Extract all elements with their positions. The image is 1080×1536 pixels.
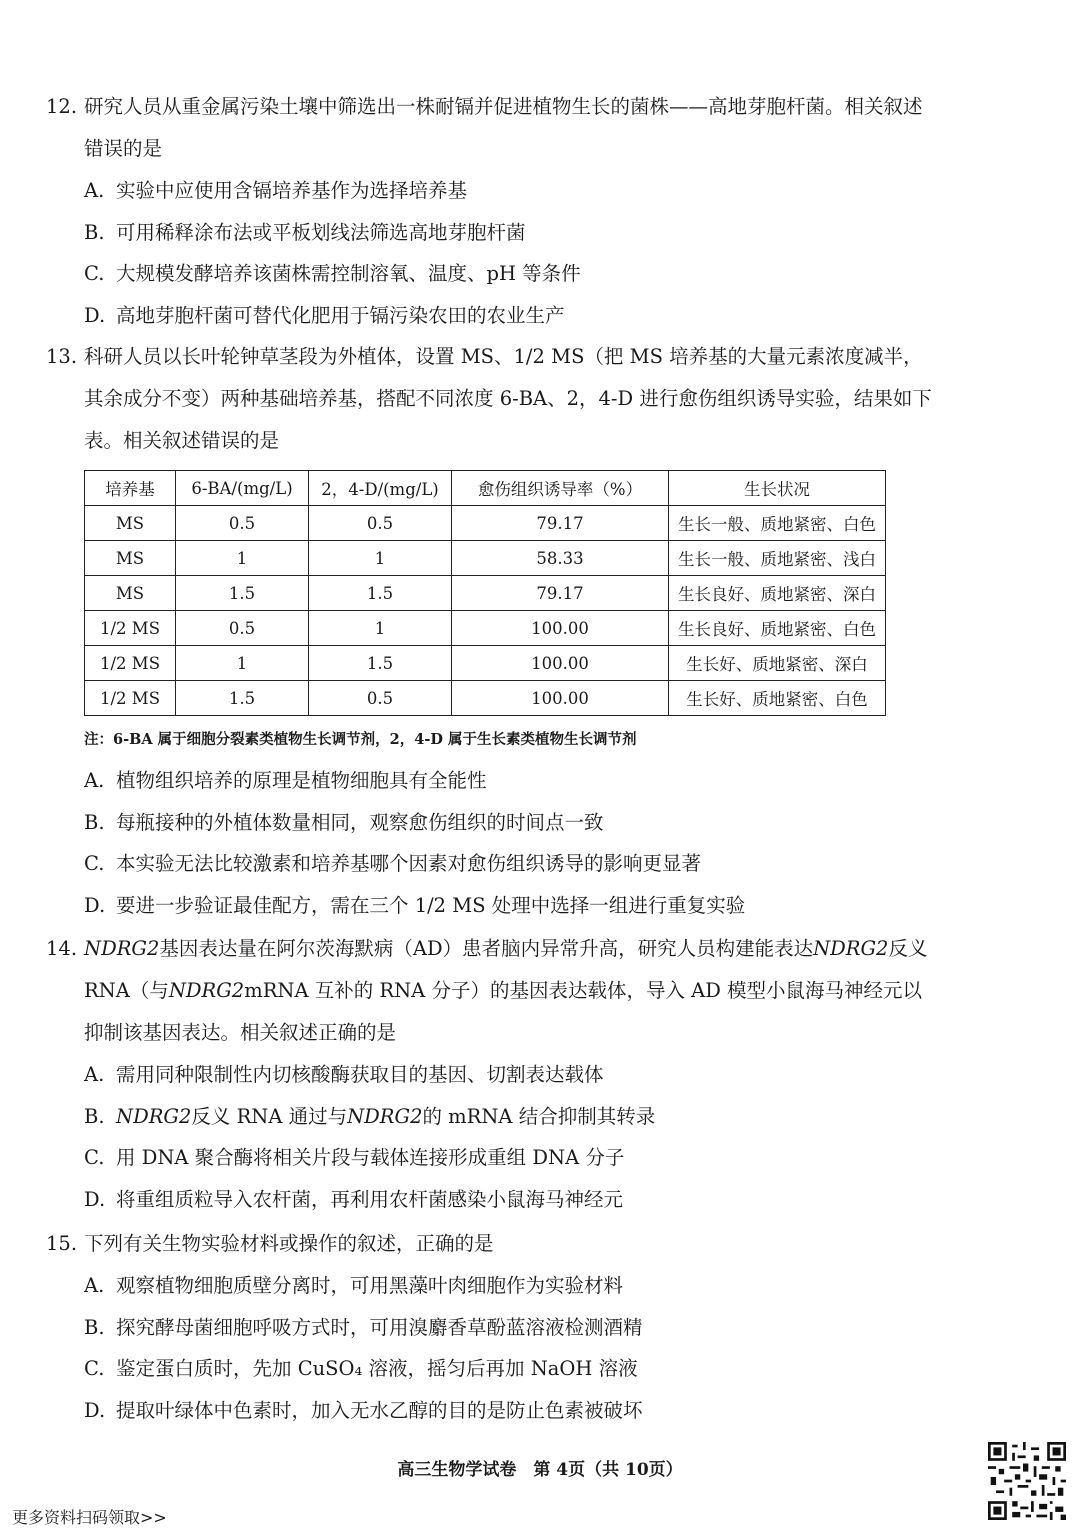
table-row: MS 0.5 0.5 79.17 生长一般、质地紧密、白色 (85, 506, 886, 541)
table-row: 1/2 MS 1.5 0.5 100.00 生长好、质地紧密、白色 (85, 681, 886, 716)
option-c: C. 大规模发酵培养该菌株需控制溶氧、温度、pH 等条件 (84, 262, 581, 285)
table-row: MS 1.5 1.5 79.17 生长良好、质地紧密、深白 (85, 576, 886, 611)
question-13-stem (46, 336, 936, 462)
table-row: 1/2 MS 1 1.5 100.00 生长好、质地紧密、深白 (85, 646, 886, 681)
option-b: B. 每瓶接种的外植体数量相同，观察愈伤组织的时间点一致 (84, 810, 604, 834)
option-d: D. 要进一步验证最佳配方，需在三个 1/2 MS 处理中选择一组进行重复实验 (84, 893, 746, 917)
option-b: B. 探究酵母菌细胞呼吸方式时，可用溴麝香草酚蓝溶液检测酒精 (84, 1315, 643, 1339)
table-row: MS 1 1 58.33 生长一般、质地紧密、浅白 (85, 541, 886, 576)
option-a: A. 需用同种限制性内切核酸酶获取目的基因、切割表达载体 (84, 1063, 604, 1086)
table-note: 注：6-BA 属于细胞分裂素类植物生长调节剂，2，4-D 属于生长素类植物生长调节剂 (84, 731, 637, 748)
option-d: D. 高地芽胞杆菌可替代化肥用于镉污染农田的农业生产 (84, 303, 565, 327)
question-13 (46, 336, 936, 462)
option-b: B. NDRG2反义 RNA 通过与NDRG2的 mRNA 结合抑制其转录 (84, 1104, 656, 1128)
gene-name: NDRG2 (84, 937, 160, 960)
question-number: 14. (46, 937, 78, 960)
option-a: A. 植物组织培养的原理是植物细胞具有全能性 (84, 769, 487, 792)
question-number: 12. (46, 95, 78, 118)
question-12 (46, 86, 936, 336)
question-15 (46, 1223, 936, 1431)
qr-code-icon[interactable] (988, 1442, 1066, 1520)
more-resources-link[interactable]: 更多资料扫码领取>> (12, 1508, 167, 1527)
question-text: 下列有关生物实验材料或操作的叙述，正确的是 (84, 1232, 494, 1255)
option-a: A. 观察植物细胞质壁分离时，可用黑藻叶肉细胞作为实验材料 (84, 1274, 624, 1297)
table-header: 培养基 (85, 471, 176, 506)
question-13-options (46, 760, 936, 926)
option-b: B. 可用稀释涂布法或平板划线法筛选高地芽胞杆菌 (84, 220, 526, 244)
table-header: 6-BA/(mg/L) (176, 471, 309, 506)
question-number: 15. (46, 1232, 78, 1255)
table-header-row (85, 471, 886, 506)
table-header: 愈伤组织诱导率（%） (452, 471, 669, 506)
option-c: C. 本实验无法比较激素和培养基哪个因素对愈伤组织诱导的影响更显著 (84, 852, 702, 875)
option-c: C. 用 DNA 聚合酶将相关片段与载体连接形成重组 DNA 分子 (84, 1146, 625, 1169)
question-12-stem (46, 86, 936, 170)
page-footer: 高三生物学试卷 第 4页（共 10页） (397, 1460, 683, 1480)
question-15-stem (46, 1223, 936, 1265)
question-14-stem: 14. NDRG2基因表达量在阿尔茨海默病（AD）患者脑内异常升高，研究人员构建能表达NDRG2反义 RNA（与NDRG2mRNA 互补的 RNA 分子）的基因表达载体，导入 AD 模型小鼠海马神经元以抑制该基因表达。相关叙述正确的是 (46, 928, 936, 1054)
results-table (84, 470, 886, 716)
option-c: C. 鉴定蛋白质时，先加 CuSO₄ 溶液，摇匀后再加 NaOH 溶液 (84, 1357, 638, 1380)
question-number: 13. (46, 345, 78, 368)
table-header: 生长状况 (669, 471, 886, 506)
option-d: D. 将重组质粒导入农杆菌，再利用农杆菌感染小鼠海马神经元 (84, 1187, 624, 1211)
table-header: 2，4-D/(mg/L) (309, 471, 452, 506)
option-d: D. 提取叶绿体中色素时，加入无水乙醇的目的是防止色素被破坏 (84, 1398, 643, 1422)
question-text: 科研人员以长叶轮钟草茎段为外植体，设置 MS、1/2 MS（把 MS 培养基的大量元素浓度减半，其余成分不变）两种基础培养基，搭配不同浓度 6-BA、2，4-D 进行愈伤组织诱导实验，结果如下表。相关叙述错误的是 (84, 345, 932, 452)
question-text: 研究人员从重金属污染土壤中筛选出一株耐镉并促进植物生长的菌株——高地芽胞杆菌。相关叙述错误的是 (84, 95, 923, 160)
option-a: A. 实验中应使用含镉培养基作为选择培养基 (84, 179, 468, 202)
table-row: 1/2 MS 0.5 1 100.00 生长良好、质地紧密、白色 (85, 611, 886, 646)
question-14 (46, 928, 936, 1220)
